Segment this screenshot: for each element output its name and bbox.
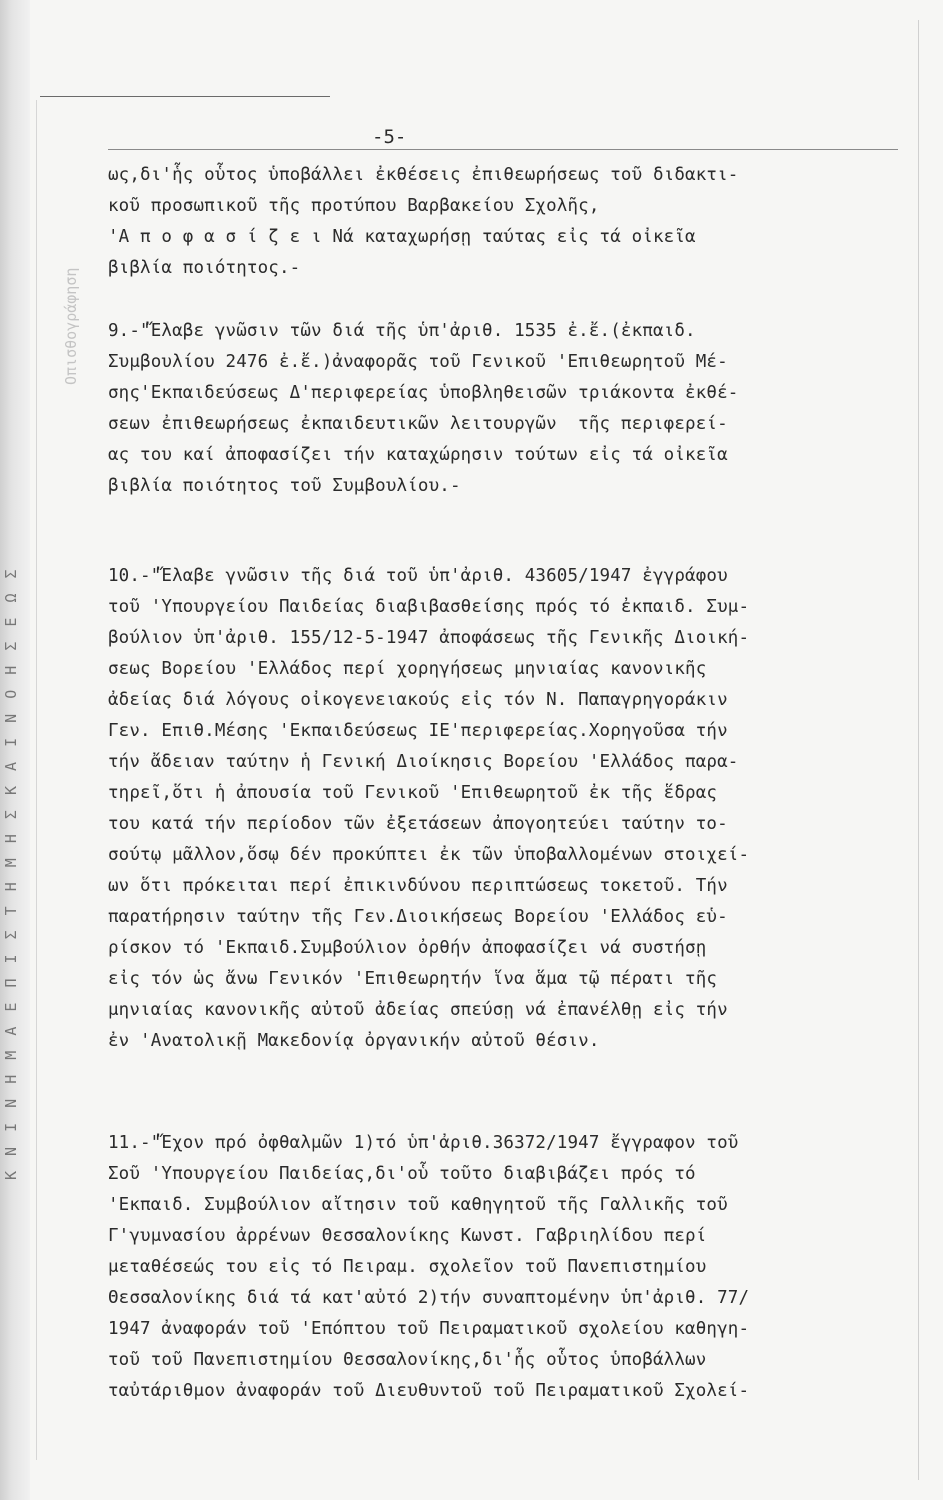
- text-line: 10.-"Ἔλαβε γνῶσιν τῆς διά τοῦ ὑπ'ἀριθ. 43605/1947 ἐγγράφου: [108, 566, 728, 586]
- text-line: τοῦ 'Υπουργείου Παιδείας διαβιβασθείσης πρός τό ἐκπαιδ. Συμ-: [108, 597, 750, 617]
- text-line: 11.-"Ἔχον πρό ὀφθαλμῶν 1)τό ὑπ'ἀριθ.36372/1947 ἔγγραφον τοῦ: [108, 1133, 739, 1153]
- text-line: μεταθέσεώς του εἰς τό Πειραμ. σχολεῖον τοῦ Πανεπιστημίου: [108, 1257, 707, 1277]
- text-line: Θεσσαλονίκης διά τά κατ'αὐτό 2)τήν συναπτομένην ὑπ'ἀριθ. 77/: [108, 1288, 750, 1308]
- text-line: βιβλία ποιότητος τοῦ Συμβουλίου.-: [108, 476, 461, 496]
- page-number: -5-: [372, 126, 407, 148]
- text-line: ων ὅτι πρόκειται περί ἐπικινδύνου περιπτώσεως τοκετοῦ. Τήν: [108, 876, 728, 896]
- text-line: σούτῳ μᾶλλον,ὅσῳ δέν προκύπτει ἐκ τῶν ὑποβαλλομένων στοιχεί-: [108, 845, 750, 865]
- text-line: σης'Εκπαιδεύσεως Δ'περιφερείας ὑποβληθεισῶν τριάκοντα ἐκθέ-: [108, 383, 739, 403]
- paragraph-item-9: [108, 316, 908, 502]
- text-line: 1947 ἀναφοράν τοῦ 'Επόπτου τοῦ Πειραματικοῦ σχολείου καθηγη-: [108, 1319, 750, 1339]
- text-line: ταὐτάριθμον ἀναφοράν τοῦ Διευθυντοῦ τοῦ Πειραματικοῦ Σχολεί-: [108, 1381, 750, 1401]
- text-line: παρατήρησιν ταύτην τῆς Γεν.Διοικήσεως Βορείου 'Ελλάδος εὑ-: [108, 907, 728, 927]
- text-line: βούλιον ὑπ'ἀριθ. 155/12-5-1947 ἀποφάσεως τῆς Γενικῆς Διοική-: [108, 628, 750, 648]
- text-line: κοῦ προσωπικοῦ τῆς προτύπου Βαρβακείου Σχολῆς,: [108, 196, 600, 216]
- text-line: βιβλία ποιότητος.-: [108, 258, 301, 278]
- paragraph-item-11: [108, 1128, 908, 1407]
- text-line: τηρεῖ,ὅτι ἡ ἀπουσία τοῦ Γενικοῦ 'Επιθεωρητοῦ ἐκ τῆς ἕδρας: [108, 783, 718, 803]
- spine-stamp-text: Κ Ν Ι Ν Η Μ Α Ε Π Ι Σ Τ Η Μ Η Σ Κ Α Ι Ν Ο Η Σ Ε Ω Σ: [2, 566, 20, 1180]
- text-line: σεων ἐπιθεωρήσεως ἐκπαιδευτικῶν λειτουργῶν τῆς περιφερεί-: [108, 414, 728, 434]
- text-line: ως,δι'ἧς οὗτος ὑποβάλλει ἐκθέσεις ἐπιθεωρήσεως τοῦ διδακτι-: [108, 165, 739, 185]
- text-line: ἀδείας διά λόγους οἰκογενειακούς εἰς τόν Ν. Παπαγρηγοράκιν: [108, 690, 728, 710]
- text-line: Γ'γυμνασίου ἀρρένων Θεσσαλονίκης Κωνστ. Γαβριηλίδου περί: [108, 1226, 707, 1246]
- text-line: του κατά τήν περίοδον τῶν ἐξετάσεων ἀπογοητεύει ταύτην το-: [108, 814, 728, 834]
- text-line: τοῦ τοῦ Πανεπιστημίου Θεσσαλονίκης,δι'ἧς οὗτος ὑποβάλλων: [108, 1350, 707, 1370]
- text-line: Σοῦ 'Υπουργείου Παιδείας,δι'οὗ τοῦτο διαβιβάζει πρός τό: [108, 1164, 696, 1184]
- text-line: Γεν. Επιθ.Μέσης 'Εκπαιδεύσεως ΙΕ'περιφερείας.Χορηγοῦσα τήν: [108, 721, 728, 741]
- bleed-through-text: Οπισθογράφηση: [62, 267, 80, 385]
- text-line: 9.-"Ἔλαβε γνῶσιν τῶν διά τῆς ὑπ'ἀριθ. 1535 ἐ.ἔ.(ἐκπαιδ.: [108, 321, 696, 341]
- text-line: Συμβουλίου 2476 ἐ.ἔ.)ἀναφορᾶς τοῦ Γενικοῦ 'Επιθεωρητοῦ Μέ-: [108, 352, 728, 372]
- text-line: 'Εκπαιδ. Συμβούλιον αἴτησιν τοῦ καθηγητοῦ τῆς Γαλλικῆς τοῦ: [108, 1195, 728, 1215]
- header-rule: [108, 149, 898, 150]
- text-line: ἐν 'Ανατολικῇ Μακεδονίᾳ ὀργανικήν αὐτοῦ θέσιν.: [108, 1031, 600, 1051]
- text-line: 'Α π ο φ α σ ί ζ ε ι Νά καταχωρήσῃ ταύτας εἰς τά οἰκεῖα: [108, 227, 696, 247]
- paragraph-continuation: [108, 160, 908, 284]
- text-line: σεως Βορείου 'Ελλάδος περί χορηγήσεως μηνιαίας κανονικῆς: [108, 659, 707, 679]
- text-line: ρίσκον τό 'Εκπαιδ.Συμβούλιον ὀρθήν ἀποφασίζει νά συστήσῃ: [108, 938, 707, 958]
- text-line: εἰς τόν ὡς ἄνω Γενικόν 'Επιθεωρητήν ἵνα ἅμα τῷ πέρατι τῆς: [108, 969, 718, 989]
- text-line: ας του καί ἀποφασίζει τήν καταχώρησιν τούτων εἰς τά οἰκεῖα: [108, 445, 728, 465]
- text-line: τήν ἄδειαν ταύτην ἡ Γενική Διοίκησις Βορείου 'Ελλάδος παρα-: [108, 752, 739, 772]
- text-line: μηνιαίας κανονικῆς αὐτοῦ ἀδείας σπεύσῃ νά ἐπανέλθῃ εἰς τήν: [108, 1000, 728, 1020]
- paragraph-item-10: [108, 561, 908, 1057]
